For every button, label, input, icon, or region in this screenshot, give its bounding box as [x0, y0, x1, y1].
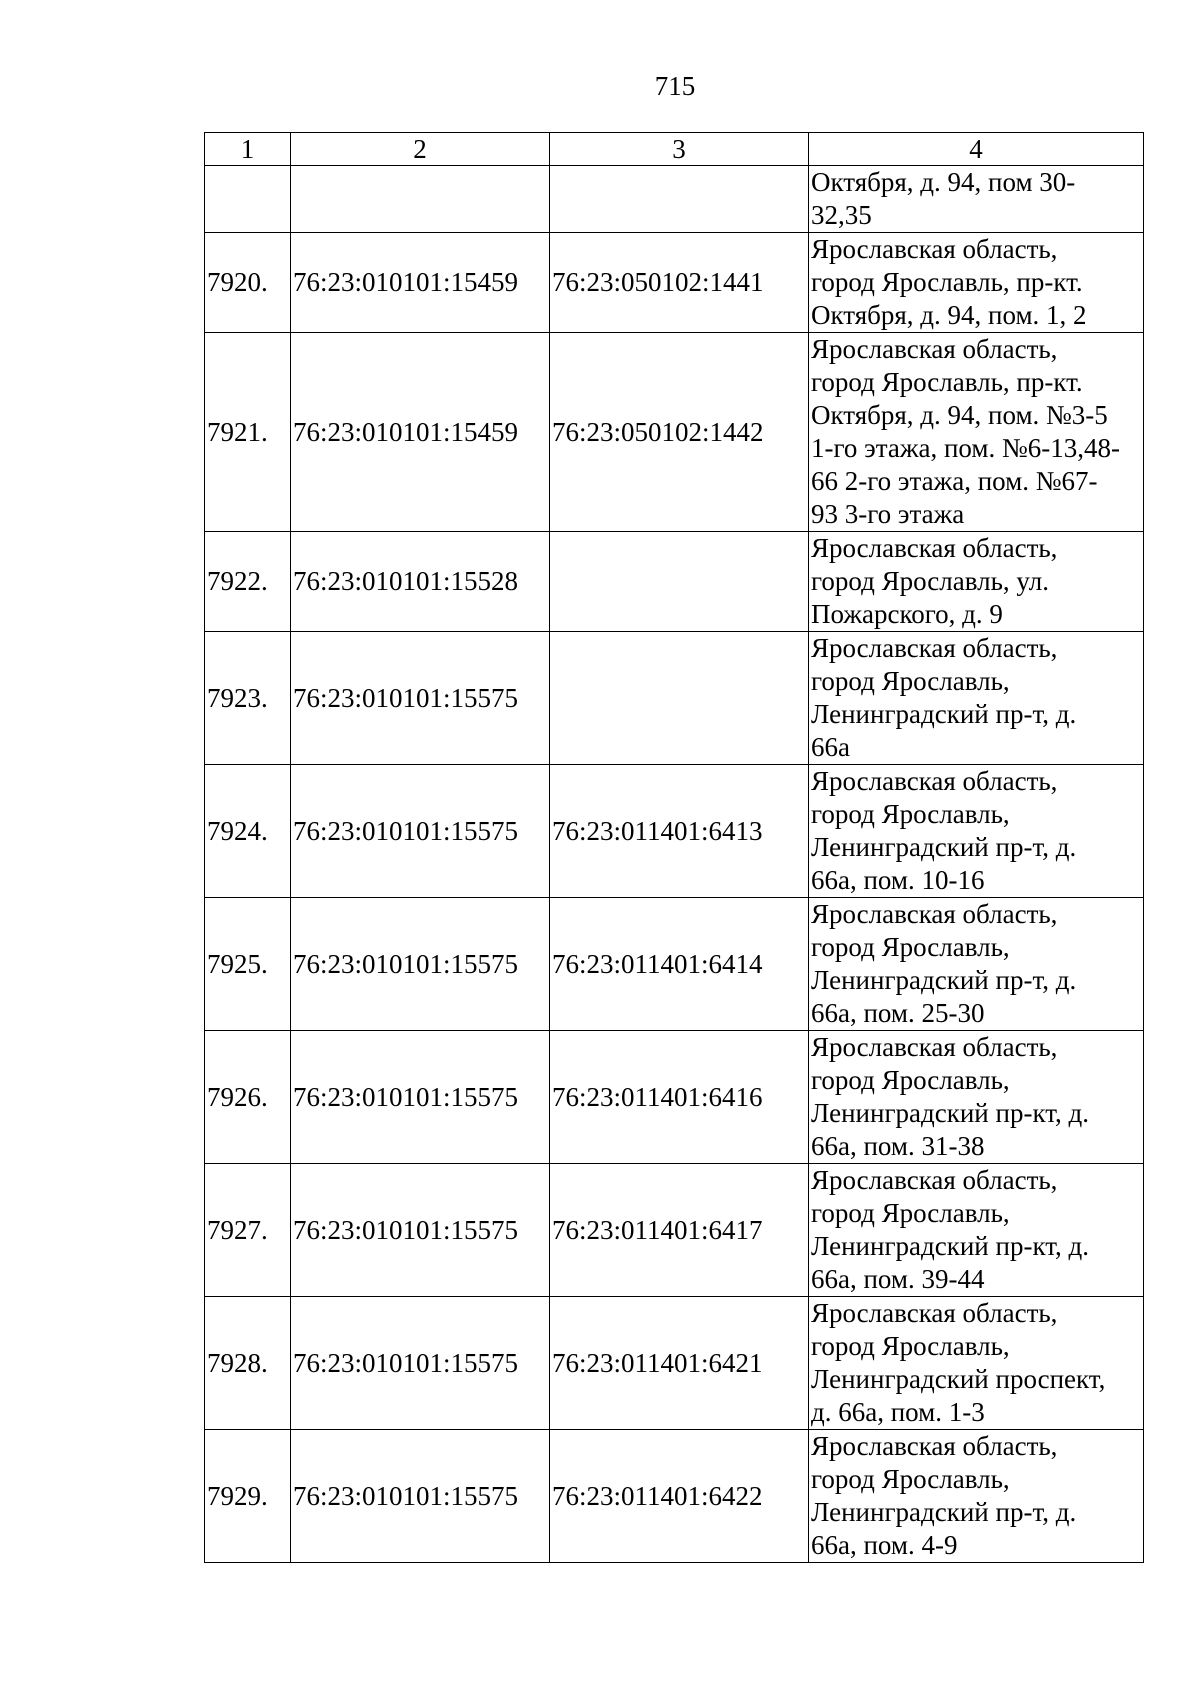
address-cell — [809, 632, 1144, 765]
cadastral-number-cell: 76:23:010101:15528 — [291, 532, 550, 632]
table-row — [205, 1430, 1144, 1563]
address-cell — [809, 166, 1144, 233]
address-line: Октября, д. 94, пом. №3-5 — [811, 400, 1108, 430]
cadastral-number-cell: 76:23:010101:15575 — [291, 765, 550, 898]
row-number-cell: 7926. — [205, 1031, 291, 1164]
address-line: Ленинградский пр-кт, д. — [811, 1098, 1089, 1128]
cadastral-number-cell: 76:23:011401:6421 — [550, 1297, 809, 1430]
address-line: город Ярославль, ул. — [811, 566, 1049, 596]
cadastral-number-cell: 76:23:011401:6414 — [550, 898, 809, 1031]
table-row — [205, 166, 1144, 233]
cadastral-number-cell — [550, 632, 809, 765]
address-line: 66 2-го этажа, пом. №67- — [811, 466, 1098, 496]
table-row — [205, 1164, 1144, 1297]
address-line: Октября, д. 94, пом. 1, 2 — [811, 300, 1087, 330]
address-line: город Ярославль, — [811, 1198, 1010, 1228]
cadastral-number-cell — [550, 532, 809, 632]
address-cell — [809, 532, 1144, 632]
row-number-cell: 7922. — [205, 532, 291, 632]
address-line: 66а, пом. 4-9 — [811, 1530, 958, 1560]
address-cell — [809, 1031, 1144, 1164]
row-number-cell: 7929. — [205, 1430, 291, 1563]
address-line: Ленинградский пр-т, д. — [811, 965, 1077, 995]
table-row — [205, 632, 1144, 765]
address-cell — [809, 1164, 1144, 1297]
column-header: 4 — [809, 133, 1144, 166]
address-line: Ленинградский пр-т, д. — [811, 699, 1077, 729]
address-line: 66а — [811, 732, 850, 762]
cadastral-number-cell: 76:23:010101:15575 — [291, 1164, 550, 1297]
address-line: 32,35 — [811, 200, 872, 230]
address-line: Ярославская область, — [811, 1298, 1058, 1328]
address-line: Октября, д. 94, пом 30- — [811, 167, 1076, 197]
registry-table — [204, 132, 1144, 1563]
address-line: город Ярославль, — [811, 932, 1010, 962]
row-number-cell: 7920. — [205, 233, 291, 333]
row-number-cell: 7923. — [205, 632, 291, 765]
address-line: Ленинградский пр-т, д. — [811, 1497, 1077, 1527]
address-line: город Ярославль, — [811, 1331, 1010, 1361]
cadastral-number-cell: 76:23:011401:6413 — [550, 765, 809, 898]
address-line: Ленинградский пр-т, д. — [811, 832, 1077, 862]
row-number-cell: 7921. — [205, 333, 291, 532]
cadastral-number-cell: 76:23:010101:15575 — [291, 1297, 550, 1430]
address-line: Ярославская область, — [811, 633, 1058, 663]
address-cell — [809, 333, 1144, 532]
address-cell — [809, 233, 1144, 333]
address-line: 66а, пом. 10-16 — [811, 865, 985, 895]
table-row — [205, 532, 1144, 632]
address-line: Ленинградский проспект, — [811, 1364, 1106, 1394]
address-line: Пожарского, д. 9 — [811, 599, 1003, 629]
row-number-cell: 7928. — [205, 1297, 291, 1430]
address-line: город Ярославль, — [811, 1065, 1010, 1095]
cadastral-number-cell — [550, 166, 809, 233]
address-cell — [809, 898, 1144, 1031]
address-cell — [809, 765, 1144, 898]
table-row — [205, 898, 1144, 1031]
cadastral-number-cell: 76:23:010101:15459 — [291, 333, 550, 532]
address-line: Ярославская область, — [811, 1165, 1058, 1195]
address-line: 93 3-го этажа — [811, 499, 965, 529]
cadastral-number-cell: 76:23:010101:15459 — [291, 233, 550, 333]
address-line: Ярославская область, — [811, 1431, 1058, 1461]
column-header: 3 — [550, 133, 809, 166]
column-header: 2 — [291, 133, 550, 166]
address-line: город Ярославль, — [811, 799, 1010, 829]
address-line: Ярославская область, — [811, 334, 1058, 364]
table-row — [205, 333, 1144, 532]
cadastral-number-cell: 76:23:011401:6416 — [550, 1031, 809, 1164]
address-line: 66а, пом. 39-44 — [811, 1264, 985, 1294]
address-line: Ярославская область, — [811, 766, 1058, 796]
table-row — [205, 233, 1144, 333]
row-number-cell: 7927. — [205, 1164, 291, 1297]
cadastral-number-cell — [291, 166, 550, 233]
table-row — [205, 1297, 1144, 1430]
address-line: город Ярославль, пр-кт. — [811, 267, 1083, 297]
address-line: Ярославская область, — [811, 1032, 1058, 1062]
row-number-cell: 7925. — [205, 898, 291, 1031]
address-line: Ленинградский пр-кт, д. — [811, 1231, 1089, 1261]
address-line: город Ярославль, — [811, 666, 1010, 696]
cadastral-number-cell: 76:23:011401:6422 — [550, 1430, 809, 1563]
cadastral-number-cell: 76:23:010101:15575 — [291, 632, 550, 765]
address-line: д. 66а, пом. 1-3 — [811, 1397, 985, 1427]
cadastral-number-cell: 76:23:010101:15575 — [291, 898, 550, 1031]
page-number: 715 — [654, 71, 696, 101]
address-line: Ярославская область, — [811, 533, 1058, 563]
table-header-row — [205, 133, 1144, 166]
address-line: Ярославская область, — [811, 899, 1058, 929]
table-row — [205, 765, 1144, 898]
address-line: 1-го этажа, пом. №6-13,48- — [811, 433, 1120, 463]
cadastral-number-cell: 76:23:050102:1441 — [550, 233, 809, 333]
table-row — [205, 1031, 1144, 1164]
address-line: Ярославская область, — [811, 234, 1058, 264]
row-number-cell — [205, 166, 291, 233]
cadastral-number-cell: 76:23:050102:1442 — [550, 333, 809, 532]
row-number-cell: 7924. — [205, 765, 291, 898]
column-header: 1 — [205, 133, 291, 166]
address-cell — [809, 1297, 1144, 1430]
address-cell — [809, 1430, 1144, 1563]
cadastral-number-cell: 76:23:011401:6417 — [550, 1164, 809, 1297]
cadastral-number-cell: 76:23:010101:15575 — [291, 1031, 550, 1164]
address-line: 66а, пом. 25-30 — [811, 998, 985, 1028]
address-line: город Ярославль, — [811, 1464, 1010, 1494]
address-line: 66а, пом. 31-38 — [811, 1131, 985, 1161]
cadastral-number-cell: 76:23:010101:15575 — [291, 1430, 550, 1563]
address-line: город Ярославль, пр-кт. — [811, 367, 1083, 397]
